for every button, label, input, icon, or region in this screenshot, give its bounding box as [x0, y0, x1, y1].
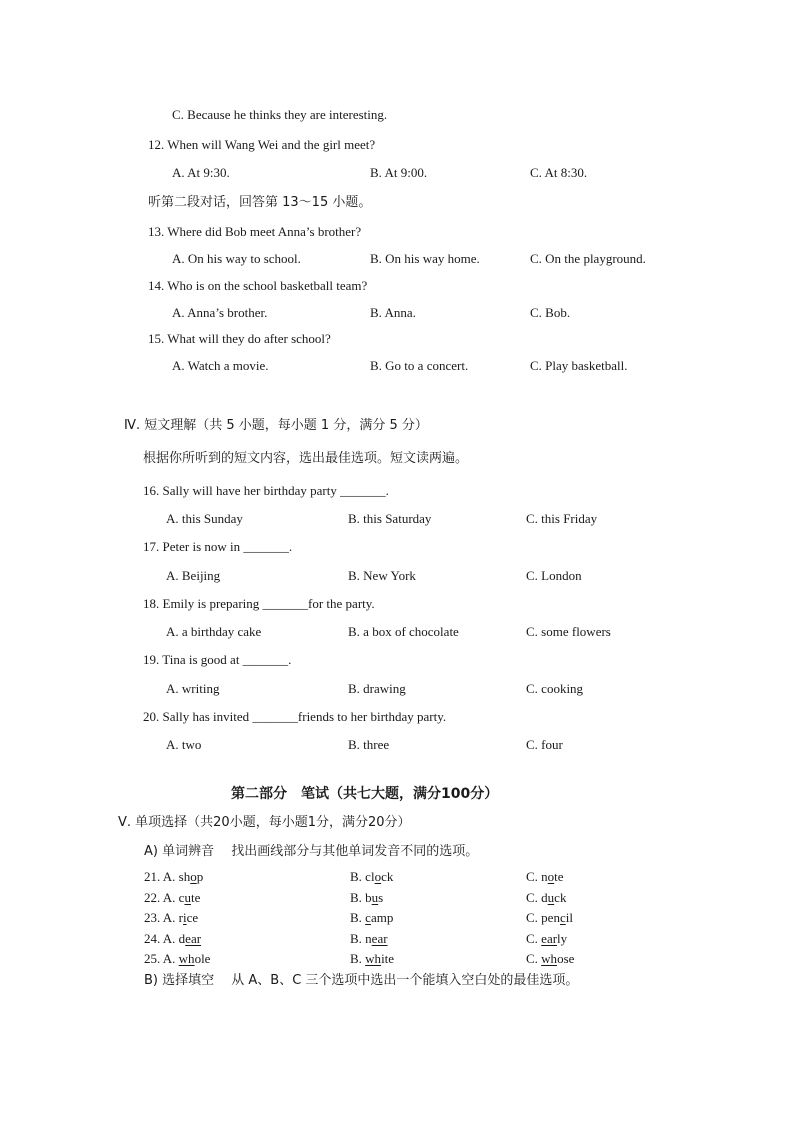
q15-option-c: C. Play basketball. — [530, 358, 628, 373]
q14-option-b: B. Anna. — [370, 305, 416, 320]
q16-option-b: B. this Saturday — [348, 511, 432, 526]
q25-option-a: 25. A. whole — [144, 951, 211, 966]
section4-title: Ⅳ. 短文理解（共 5 小题，每小题 1 分，满分 5 分） — [124, 418, 428, 433]
q20-option-a: A. two — [166, 737, 202, 752]
q14-option-a: A. Anna’s brother. — [172, 305, 268, 320]
q17-option-b: B. New York — [348, 568, 416, 583]
q20-option-c: C. four — [526, 737, 563, 752]
q22-option-c: C. duck — [526, 890, 567, 905]
q25-option-b: B. white — [350, 951, 395, 966]
q13-question: 13. Where did Bob meet Anna’s brother? — [148, 224, 362, 239]
q12-option-a: A. At 9:30. — [172, 165, 230, 180]
q13-option-a: A. On his way to school. — [172, 251, 301, 266]
q14-question: 14. Who is on the school basketball team? — [148, 278, 368, 293]
q17-option-c: C. London — [526, 568, 582, 583]
q24-option-a: 24. A. dear — [144, 931, 202, 946]
q20-option-b: B. three — [348, 737, 390, 752]
q13-option-b: B. On his way home. — [370, 251, 480, 266]
q21-option-a: 21. A. shop — [144, 869, 204, 884]
section5-sub-a: A) 单词辨音 找出画线部分与其他单词发音不同的选项。 — [144, 844, 479, 859]
q25-option-c: C. whose — [526, 951, 575, 966]
q16-question: 16. Sally will have her birthday party _______. — [143, 483, 389, 498]
q23-option-b: B. camp — [350, 910, 394, 925]
q24-option-b: B. near — [350, 931, 388, 946]
q23-option-a: 23. A. rice — [144, 910, 199, 925]
dialog2-instruction: 听第二段对话，回答第 13～15 小题。 — [148, 195, 372, 210]
q15-option-a: A. Watch a movie. — [172, 358, 269, 373]
q15-question: 15. What will they do after school? — [148, 331, 331, 346]
q22-option-b: B. bus — [350, 890, 384, 905]
part2-title: 第二部分 笔试（共七大题，满分100分） — [231, 786, 499, 802]
q19-question: 19. Tina is good at _______. — [143, 652, 292, 667]
q16-option-c: C. this Friday — [526, 511, 598, 526]
q17-question: 17. Peter is now in _______. — [143, 539, 293, 554]
q21-option-c: C. note — [526, 869, 564, 884]
q18-option-c: C. some flowers — [526, 624, 611, 639]
q23-option-c: C. pencil — [526, 910, 573, 925]
q20-question: 20. Sally has invited _______friends to her birthday party. — [143, 709, 447, 724]
q12-option-c: C. At 8:30. — [530, 165, 588, 180]
section4-instruction: 根据你所听到的短文内容，选出最佳选项。短文读两遍。 — [143, 451, 469, 466]
q19-option-a: A. writing — [166, 681, 220, 696]
q17-option-a: A. Beijing — [166, 568, 221, 583]
section5-title: Ⅴ. 单项选择（共20小题，每小题1分，满分20分） — [118, 815, 411, 830]
q18-question: 18. Emily is preparing _______for the party. — [143, 596, 375, 611]
q22-option-a: 22. A. cute — [144, 890, 201, 905]
q11-option-c: C. Because he thinks they are interesting. — [172, 107, 388, 122]
q24-option-c: C. early — [526, 931, 568, 946]
q15-option-b: B. Go to a concert. — [370, 358, 469, 373]
q21-option-b: B. clock — [350, 869, 394, 884]
q12-question: 12. When will Wang Wei and the girl meet? — [148, 137, 376, 152]
q19-option-c: C. cooking — [526, 681, 584, 696]
q19-option-b: B. drawing — [348, 681, 406, 696]
q12-option-b: B. At 9:00. — [370, 165, 428, 180]
q18-option-a: A. a birthday cake — [166, 624, 262, 639]
q18-option-b: B. a box of chocolate — [348, 624, 459, 639]
section5-sub-b: B) 选择填空 从 A、B、C 三个选项中选出一个能填入空白处的最佳选项。 — [144, 973, 579, 988]
q16-option-a: A. this Sunday — [166, 511, 243, 526]
q13-option-c: C. On the playground. — [530, 251, 646, 266]
q14-option-c: C. Bob. — [530, 305, 571, 320]
